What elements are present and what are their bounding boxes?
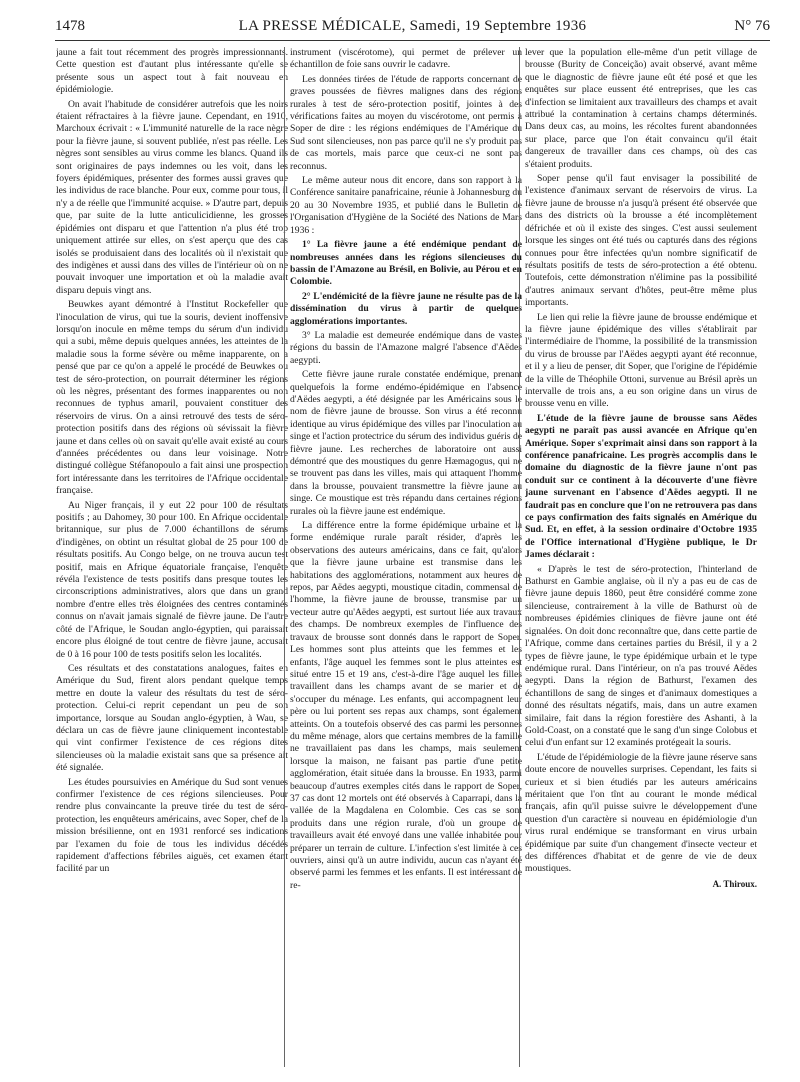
header-rule [55,40,770,41]
paragraph: Le lien qui relie la fièvre jaune de brousse endémique et la fièvre jaune épidémique des villes s'établirait par l'intermédiaire de l'homme, la possibilité de la transmission du virus de brousse par l'Aëdes aegypti ayant été reconnue, et il y a lieu de penser, dit Soper, que l'origine de l'épidémie de la ville de Théophile Ottoni, survenue au Brésil après un intervalle de trois ans, a eu son origine dans un virus de brousse venu en ville. [525,311,757,410]
column-divider [519,47,520,1067]
paragraph: Le même auteur nous dit encore, dans son rapport à la Conférence sanitaire panafricaine, réunie à Johannesburg du 20 au 30 Novembre 1935, et publié dans le Bulletin de l'Organisation d'Hygiène de la Société des Nations de Mars 1936 : [290,175,522,236]
article-column-1 [56,47,288,1075]
journal-title: LA PRESSE MÉDICALE, Samedi, 19 Septembre 1936 [238,18,587,34]
column-divider [284,47,285,1067]
page-number: 1478 [55,18,85,34]
paragraph: Au Niger français, il y eut 22 pour 100 de résultats positifs ; au Dahomey, 30 pour 100. En Afrique occidentale britannique, sur plus de 7.000 échantillons de sérums d'indigènes, on obtint un résultat global de 25 pour 100 de résultats positifs. Au Congo belge, on ne trouva aucun test positif, mais en Afrique équatoriale française, l'enquête révéla l'existence de tests positifs dans presque toutes les circonscriptions administratives, alors que dans un grand nombre d'entre elles très éloignées des centres contaminés connus on n'avait jamais signalé de fièvre jaune. De l'autre côté de l'Afrique, le Soudan anglo-égyptien, qui paraissait encore plus éloigné de tout centre de fièvre jaune, accusait de 0 à 16 pour 100 de tests positifs selon les localités. [56,499,288,660]
paragraph: lever que la population elle-même d'un petit village de brousse (Burity de Conceição) avait observé, avant même que le diagnostic de fièvre jaune eût été posé et que les enquêtes sur place eussent été entreprises, que les cas d'infection se limitaient aux travailleurs des champs et avait attribué la contamination à certains champs déterminés. Dans deux cas, au moins, les récoltes furent abandonnées sur place, parce que l'on était convaincu qu'il était dangereux de travailler dans ces champs, où des cas s'étaient produits. [525,47,757,170]
paragraph: On avait l'habitude de considérer autrefois que les noirs étaient réfractaires à la fièvre jaune. Cependant, en 1910, Marchoux écrivait : « L'immunité naturelle de la race nègre pour la fièvre jaune, si souvent publiée, n'est pas réelle. Les nègres sont sensibles au virus comme les blancs. Quand ils sont originaires de pays indemnes ou les voit, dans les foyers épidémiques, présenter des formes aussi graves que les individus de race blanche. Pour eux, comme pour tous, il n'y a de réelle que l'immunité acquise. » D'autre part, depuis que, par suite de la lutte anticulicidienne, les grosses épidémies ont disparu et que l'attention n'a plus été trop uniquement attirée sur elles, on s'est aperçu que des cas isolés se produisaient dans des localités où il n'existait que des indigènes et aussi dans des villes de l'intérieur où on ne pouvait invoquer une importation et où la maladie avait disparu depuis vingt ans. [56,98,288,296]
paragraph: 2° L'endémicité de la fièvre jaune ne résulte pas de la dissémination du virus à partir de quelques agglomérations importantes. [290,290,522,327]
paragraph: Cette fièvre jaune rurale constatée endémique, prenant quelquefois la forme endémo-épidémique en l'absence d'Aëdes aegypti, a été désignée par les Américains sous le nom de fièvre jaune de brousse. Son virus a été reconnu identique au virus épidémique des villes par l'inoculation au singe et l'action protectrice du sérum des individus guéris de fièvre jaune. Les recherches de laboratoire ont aussi démontré que des moustiques du genre Hæmagogus, qui ne se trouvent pas dans les villes, mais qui attaquent l'homme dans la brousse, pouvaient transmettre la fièvre jaune au singe. Ce moustique est très répandu dans certaines régions rurales où la fièvre jaune est endémique. [290,369,522,517]
paragraph: « D'après le test de séro-protection, l'hinterland de Bathurst en Gambie anglaise, où il n'y a pas eu de cas de fièvre jaune depuis 1860, peut être considéré comme zone silencieuse, contrairement à la ville de Bathurst où de nombreuses épidémies cliniques de fièvre jaune ont été signalées. On doit donc reconnaître que, dans cette partie de l'Afrique, comme dans certaines parties du Brésil, il y a 2 types de fièvre jaune, le type épidémique urbain et le type endémique rural. Dans l'intérieur, on n'a pas trouvé Aëdes aegypti. Dans la région de Bathurst, l'examen des échantillons de sang de singes et d'animaux domestiques a donné des résultats négatifs, mais, dans un autre examen similaire, fait dans la région forestière des Ashanti, à la Gold-Coast, on a constaté que le sang d'un singe Colobus et celui d'un enfant sur 12 examinés protégeait la souris. [525,563,757,749]
paragraph: L'étude de l'épidémiologie de la fièvre jaune réserve sans doute encore de nouvelles surprises. Cependant, les faits si curieux et si bien étudiés par les auteurs américains méritaient que l'on tînt au courant le monde médical français, afin qu'il puisse suivre le développement d'une question d'un caractère si nouveau en épidémiologie d'un virus rural endémique se transformant en virus urbain épidémique par suite d'un changement d'insecte vecteur et des différences d'habitat et de genre de vie de deux moustiques. [525,751,757,875]
paragraph: Soper pense qu'il faut envisager la possibilité de l'existence d'animaux servant de réservoirs de virus. La fièvre jaune de brousse n'a jusqu'à présent été observée que dans des districts où la brousse a été incomplètement défrichée et où il existe des singes. C'est aussi seulement lorsque les singes ont été tués ou capturés dans des régions connues pour être infectées qu'un nombre significatif de résultats positifs de tests de séro-protection a été obtenu. Toutefois, cette démonstration n'élimine pas la possibilité d'autres animaux servant d'hôtes, peut-être même plus importants. [525,173,757,309]
paragraph: Les données tirées de l'étude de rapports concernant de graves poussées de fièvres malignes dans des régions rurales à test de séro-protection positif, jointes à des vérifications faites au moyen du viscérotome, ont permis à Soper de dire : les régions endémiques de l'Amérique du Sud sont silencieuses, non pas parce qu'il ne s'y produit pas de cas mortels, mais parce que ceux-ci ne sont pas reconnus. [290,73,522,172]
paragraph: instrument (viscérotome), qui permet de prélever un échantillon de foie sans ouvrir le cadavre. [290,47,522,71]
issue-number: N° 76 [734,18,770,34]
paragraph: 3° La maladie est demeurée endémique dans de vastes régions du bassin de l'Amazone malgré l'absence d'Aëdes aegypti. [290,329,522,366]
paragraph: Ces résultats et des constatations analogues, faites en Amérique du Sud, firent alors pendant quelque temps mettre en doute la valeur des résultats du test de séro-protection. Celui-ci reprit cependant un peu de son importance, lorsque au Soudan anglo-égyptien, à Wau, se déclara un cas de fièvre jaune cliniquement incontestable qui vint confirmer l'existence de ces régions dites silencieuses où la maladie existait sans que sa présence ait été signalée. [56,662,288,774]
paragraph: L'étude de la fièvre jaune de brousse sans Aëdes aegypti ne paraît pas aussi avancée en Afrique qu'en Amérique. Soper s'exprimait ainsi dans son rapport à la conférence panafricaine. Les progrès accomplis dans le domaine du diagnostic de la fièvre jaune n'ont pas conduit sur ce continent à la découverte d'une fièvre jaune survenant en l'absence d'Aëdes aegypti. Il ne faudrait pas en conclure que l'on ne retrouvera pas dans ce pays confirmation des faits signalés en Amérique du Sud. Et, en effet, à la session ordinaire d'Octobre 1935 de l'Office international d'Hygiène publique, le Dr James déclarait : [525,412,757,561]
author-signature: A. Thiroux. [712,878,757,889]
paragraph: Les études poursuivies en Amérique du Sud sont venues confirmer l'existence de ces régions silencieuses. Pour rendre plus convaincante la preuve tirée du test de séro-protection, les enquêteurs américains, avec Soper, chef de la mission brésilienne, ont en 1931 renforcé ses indications par l'examen du foie de tous les individus décédés rapidement d'affections fébriles aiguës, cet examen étant facilité par un [56,776,288,875]
paragraph: Beuwkes ayant démontré à l'Institut Rockefeller que l'inoculation de virus, qui tue la souris, devient inoffensive lorsqu'on inocule en même temps du sérum d'un individu qui a subi, même depuis quelques années, les atteintes de la maladie sous la forme sévère ou même inapparente, on a pensé que par ce qu'on a appelé le procédé de Beuwkes ou test de séro-protection, on pourrait déterminer les régions où les nègres, présentant des formes inapparentes ou non reconnues de typhus amaril, pouvaient constituer des réservoirs de virus. On a ainsi retrouvé des tests de séro-protection positifs dans des régions où sévissait la fièvre jaune et dans celles où on savait qu'elle avait existé au cours d'années précédentes ou dans leur voisinage. Notre distingué collègue Stéfanopoulo a fait ainsi une prospection fort intéressante dans les territoires de l'Afrique occidentale française. [56,299,288,497]
page-header [55,14,770,38]
paragraph: La différence entre la forme épidémique urbaine et la forme endémique rurale paraît résider, d'après les observations des auteurs américains, dans ce fait, qu'alors que la fièvre jaune urbaine est transmise dans les habitations des agglomérations, notamment aux heures de repos, par Aëdes aegypti, moustique citadin, commensal de l'homme, la fièvre jaune de brousse, transmise par un vecteur autre qu'Aëdes aegypti, est surtout liée aux travaux des champs. De nombreux exemples de l'influence des travaux de brousse sont donnés dans le rapport de Soper. Les hommes sont plus atteints que les femmes et les enfants, l'âge auquel les femmes sont le plus atteintes est situé entre 15 et 19 ans, c'est-à-dire l'âge auquel les filles travaillent dans les champs avant de se marier et de s'occuper du ménage. Les enfants, qui accompagnent leur père ou lui portent ses repas aux champs, sont également atteints. On a toutefois observé des cas parmi les personnes du même ménage, alors que certains membres de la famille ne travaillaient pas dans les champs, mais seulement lorsque la maison, ne faisant pas partie d'une petite agglomération, était située dans la brousse. En 1933, parmi beaucoup d'autres exemples cités dans le rapport de Soper, 37 cas dont 12 mortels ont été observés à Caparrapi, dans la vallée de la Magdalena en Colombie. Ces cas se sont produits dans une région rurale, d'où un groupe de travailleurs avait été envoyé dans une vallée inhabitée pour préparer un terrain de culture. L'infection s'est limitée à ces ouvriers, ainsi qu'à un autre individu, aucun cas n'ayant été observé parmi les femmes et les enfants. Il est intéressant de re- [290,520,522,891]
article-column-3 [525,47,757,1075]
article-column-2 [290,47,522,1075]
paragraph: 1° La fièvre jaune a été endémique pendant de nombreuses années dans les régions silencieuses du bassin de l'Amazone au Brésil, en Bolivie, au Pérou et en Colombie. [290,239,522,288]
paragraph: jaune a fait tout récemment des progrès impressionnants. Cette question est d'autant plus intéressante qu'elle se présente sous un aspect tout à fait nouveau en épidémiologie. [56,47,288,96]
